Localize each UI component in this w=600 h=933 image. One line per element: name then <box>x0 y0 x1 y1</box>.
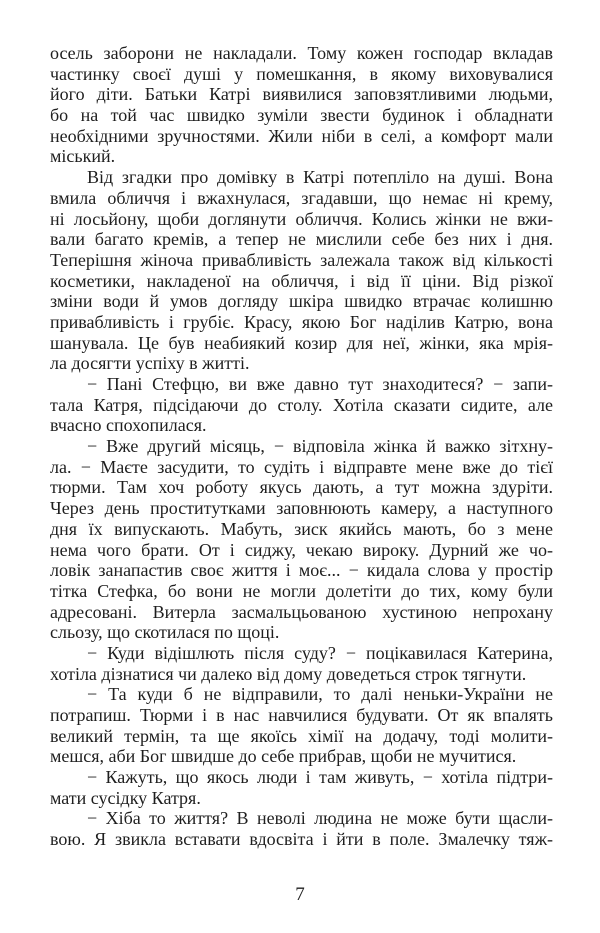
text-line: ла досягти успіху в житті. <box>50 353 250 374</box>
text-line: ла. − Маєте засудити, то судіть і відправте мене вже до тієї <box>50 456 553 477</box>
text-line: нема чого брати. От і сиджу, чекаю вироку. Дурний же чо- <box>50 539 553 560</box>
text-line: хотіла дізнатися чи далеко від дому доведеться строк тягнути. <box>50 663 527 684</box>
text-line: осель заборони не накладали. Тому кожен господар вкладав <box>50 43 553 63</box>
text-line: ловік занапастив своє життя і моє... − кидала слова у простір <box>50 560 553 581</box>
text-line: ні лосьйону, щоби доглянути обличчя. Колись жінки не вжи- <box>50 208 553 229</box>
text-line: бо на той час швидко зуміли звести будинок і обладнати <box>50 105 553 126</box>
text-line: сльозу, що скотилася по щоці. <box>50 622 280 643</box>
paragraph <box>50 767 553 808</box>
text-line: тала Катря, підсідаючи до столу. Хотіла сказати сидите, але <box>50 394 553 415</box>
text-line: − Та куди б не відправили, то далі неньки-України не <box>87 684 553 705</box>
body-text <box>50 43 553 850</box>
paragraph <box>50 436 553 643</box>
text-line: Від згадки про домівку в Катрі потепліло на душі. Вона <box>87 167 553 188</box>
paragraph <box>50 684 553 767</box>
text-line: − Пані Стефцю, ви вже давно тут знаходитеся? − запи- <box>87 374 553 394</box>
text-line: адресовані. Витерла засмальцьованою хустиною непрохану <box>50 601 553 622</box>
text-line: великий термін, та ще якоїсь хімії на додачу, тоді молити- <box>50 725 553 746</box>
text-line: вчасно спохопилася. <box>50 415 207 436</box>
text-line: вмила обличчя і вжахнулася, згадавши, що немає ні крему, <box>50 187 553 208</box>
paragraph <box>50 374 553 436</box>
text-line: − Куди відішлють після суду? − поцікавилася Катерина, <box>87 642 553 663</box>
text-line: − Вже другий місяць, − відповіла жінка й важко зітхну- <box>87 436 553 457</box>
text-line: вою. Я звикла вставати вдосвіта і йти в поле. Змалечку тяж- <box>50 829 553 850</box>
text-line: косметики, накладеної на обличчя, і від її ціни. Від різкої <box>50 270 553 291</box>
paragraph <box>50 643 553 684</box>
text-line: міський. <box>50 146 116 167</box>
text-line: Теперішня жіноча привабливість залежала також від кількості <box>50 249 553 270</box>
text-line: шанувала. Це був неабиякий козир для неї, жінки, яка мрія- <box>50 332 553 353</box>
paragraph <box>50 808 553 849</box>
text-line: необхідними зручностями. Жили ніби в селі, а комфорт мали <box>50 125 553 146</box>
text-line: мати сусідку Катря. <box>50 787 201 808</box>
text-line: зміни води й умов догляду шкіра швидко втрачає колишню <box>50 291 553 312</box>
text-line: Через день проститутками заповнюють камеру, а наступного <box>50 498 553 519</box>
text-line: тітка Стефка, бо вони не могли долетіти до тих, кому були <box>50 580 553 601</box>
text-line: потрапиш. Тюрми і в нас навчилися будувати. От як впалять <box>50 705 553 725</box>
text-line: мешся, аби Бог швидше до себе прибрав, щоби не мучитися. <box>50 746 517 767</box>
text-line: тюрми. Там хоч роботу якусь дають, а тут можна здуріти. <box>50 477 553 498</box>
text-line: частинку своєї душі у помешкання, в якому виховувалися <box>50 63 553 84</box>
paragraph <box>50 43 553 167</box>
page-number: 7 <box>295 884 305 905</box>
text-line: привабливість і грубіє. Красу, якою Бог наділив Катрю, вона <box>50 311 553 332</box>
text-line: − Кажуть, що якось люди і там живуть, − хотіла підтри- <box>87 767 553 788</box>
text-line: вали багато кремів, а тепер не мислили себе без них і дня. <box>50 229 553 250</box>
paragraph <box>50 167 553 374</box>
text-line: дня їх випускають. Мабуть, зиск якийсь мають, бо з мене <box>50 518 553 539</box>
text-line: його діти. Батьки Катрі виявилися заповзятливими людьми, <box>50 84 553 105</box>
text-line: − Хіба то життя? В неволі людина не може бути щасли- <box>87 808 553 829</box>
